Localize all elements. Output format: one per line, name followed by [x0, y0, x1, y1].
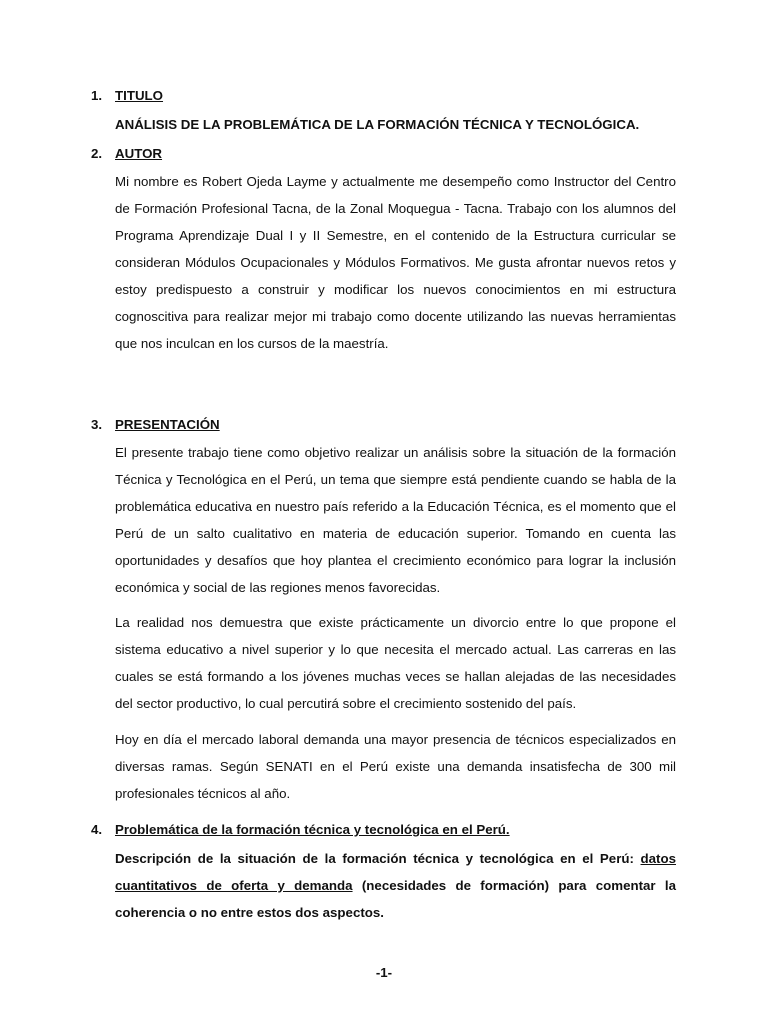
- presentation-paragraph-2: La realidad nos demuestra que existe prácticamente un divorcio entre lo que propone el sistema educativo a nivel superior y lo que necesita el mercado actual. Las carreras en las cuales se está formando a los jóvenes muchas veces se hallan alejadas de las necesidades del sector productivo, lo cual percutirá sobre el crecimiento sostenido del país.: [115, 615, 676, 711]
- presentation-paragraph-3: Hoy en día el mercado laboral demanda una mayor presencia de técnicos especializados en diversas ramas. Según SENATI en el Perú existe una demanda insatisfecha de 300 mil profesionales técnicos al año.: [115, 732, 676, 801]
- problem-description-underlined: datos cuantitativos de oferta y demanda: [115, 851, 676, 893]
- section-1-number: 1.: [91, 88, 103, 103]
- section-4-number: 4.: [91, 822, 103, 837]
- section-3-number: 3.: [91, 417, 103, 432]
- author-paragraph: Mi nombre es Robert Ojeda Layme y actualmente me desempeño como Instructor del Centro de Formación Profesional Tacna, de la Zonal Moquegua - Tacna. Trabajo con los alumnos del Programa Aprendizaje Dual I y II Semestre, en el contenido de la Estructura curricular se consideran Módulos Ocupacionales y Módulos Formativos. Me gusta afrontar nuevos retos y estoy predispuesto a construir y modificar los nuevos conocimientos en mi estructura cognoscitiva para realizar mejor mi trabajo como docente utilizando las nuevas herramientas que nos inculcan en los cursos de la maestría.: [115, 174, 676, 351]
- document-title: ANÁLISIS DE LA PROBLEMÁTICA DE LA FORMACIÓN TÉCNICA Y TECNOLÓGICA.: [115, 117, 640, 132]
- page-number: -1-: [375, 965, 393, 980]
- problem-description-paragraph: [115, 845, 676, 926]
- section-2-heading: AUTOR: [115, 146, 163, 161]
- section-2-number: 2.: [91, 146, 103, 161]
- problem-description-text-a: Descripción de la situación de la formación técnica y tecnológica en el Perú:: [115, 851, 641, 866]
- presentation-paragraph-1: El presente trabajo tiene como objetivo realizar un análisis sobre la situación de la formación Técnica y Tecnológica en el Perú, un tema que siempre está pendiente cuando se habla de la problemática educativa en nuestro país referido a la Educación Técnica, es el momento que el Perú de un salto cualitativo en materia de educación superior. Tomando en cuenta las oportunidades y desafíos que hoy plantea el crecimiento económico para lograr la inclusión económica y social de las regiones menos favorecidas.: [115, 445, 676, 595]
- problem-description-text-c: (necesidades de formación) para comentar la coherencia o no entre estos dos aspectos.: [115, 878, 676, 920]
- section-4-heading: Problemática de la formación técnica y tecnológica en el Perú.: [115, 822, 510, 837]
- section-3-heading: PRESENTACIÓN: [115, 417, 220, 432]
- section-1-heading: TITULO: [115, 88, 164, 103]
